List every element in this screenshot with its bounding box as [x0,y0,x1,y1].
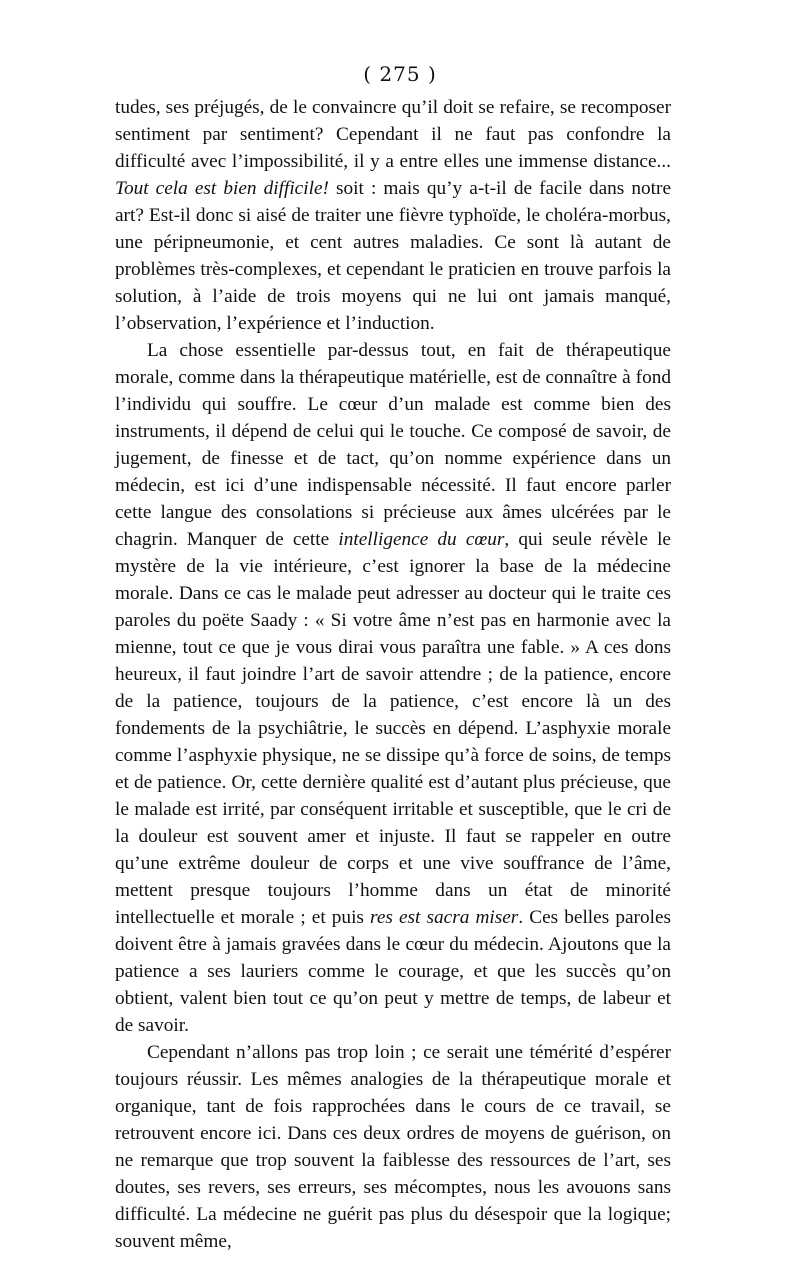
paragraph-2-text-end: . Ces belles paroles doivent être à jamais gravées dans le cœur du médecin. Ajoutons que la patience a ses lauriers comme le courage, et que les succès qu’on obtient, valent bien tout ce qu’on peut y mettre de temps, de labeur et de savoir. [115,907,672,1036]
paragraph-2 [115,337,671,1039]
paragraph-1-text-cont: soit : mais qu’y a-t-il de facile dans notre art? Est-il donc si aisé de traiter une fièvre typhoïde, le choléra-morbus, une péripneumonie, et cent autres maladies. Ce sont là autant de problèmes très-complexes, et cependant le praticien en trouve parfois la solution, à l’aide de trois moyens qui ne lui ont jamais manqué, l’observation, l’expérience et l’induction. [115,178,672,334]
paragraph-3-text: Cependant n’allons pas trop loin ; ce serait une témérité d’espérer toujours réussir. Les mêmes analogies de la thérapeutique morale et organique, tant de fois rapprochées dans le cours de ce travail, se retrouvent encore ici. Dans ces deux ordres de moyens de guérison, on ne remarque que trop souvent la faiblesse des ressources de l’art, ses doutes, ses revers, ses erreurs, ses mécomptes, nous les avouons sans difficulté. La médecine ne guérit pas plus du désespoir que la logique; souvent même, [115,1042,671,1252]
italic-phrase-intelligence: intelligence du cœur [338,529,505,550]
paragraph-3 [115,1039,671,1255]
paragraph-2-text-cont: , qui seule révèle le mystère de la vie intérieure, c’est ignorer la base de la médecine morale. Dans ce cas le malade peut adresser au docteur qui le traite ces paroles du poëte Saady : « Si votre âme n’est pas en harmonie avec la mienne, tout ce que je vous dirai vous paraîtra une fable. » A ces dons heureux, il faut joindre l’art de savoir attendre ; de la patience, encore de la patience, toujours de la patience, c’est encore là un des fondements de la psychiâtrie, le succès en dépend. L’asphyxie morale comme l’asphyxie physique, ne se dissipe qu’à force de soins, de temps et de patience. Or, cette dernière qualité est d’autant plus précieuse, que le malade est irrité, par conséquent irritable et susceptible, que le cri de la douleur est souvent amer et injuste. Il faut se rappeler en outre qu’une extrême douleur de corps et une vive souffrance de l’âme, mettent presque toujours l’homme dans un état de minorité intellectuelle et morale ; et puis [115,529,671,928]
italic-phrase-tout-cela: Tout cela est bien difficile! [115,178,329,199]
paragraph-2-text: La chose essentielle par-dessus tout, en fait de thérapeutique morale, comme dans la thérapeutique matérielle, est de connaître à fond l’individu qui souffre. Le cœur d’un malade est comme bien des instruments, il dépend de celui qui le touche. Ce composé de savoir, de jugement, de finesse et de tact, qu’on nomme expérience dans un médecin, est ici d’une indispensable nécessité. Il faut encore parler cette langue des consolations si précieuse aux âmes ulcérées par le chagrin. Manquer de cette [115,340,671,550]
paragraph-1-text: tudes, ses préjugés, de le convaincre qu’il doit se refaire, se recomposer sentiment par sentiment? Cependant il ne faut pas confondre la difficulté avec l’impossibilité, il y a entre elles une immense distance... [115,97,671,172]
paragraph-1 [115,94,671,337]
body-text [115,94,671,1255]
page-number: ( 275 ) [363,62,437,86]
italic-phrase-res-est-sacra: res est sacra miser [370,907,519,928]
